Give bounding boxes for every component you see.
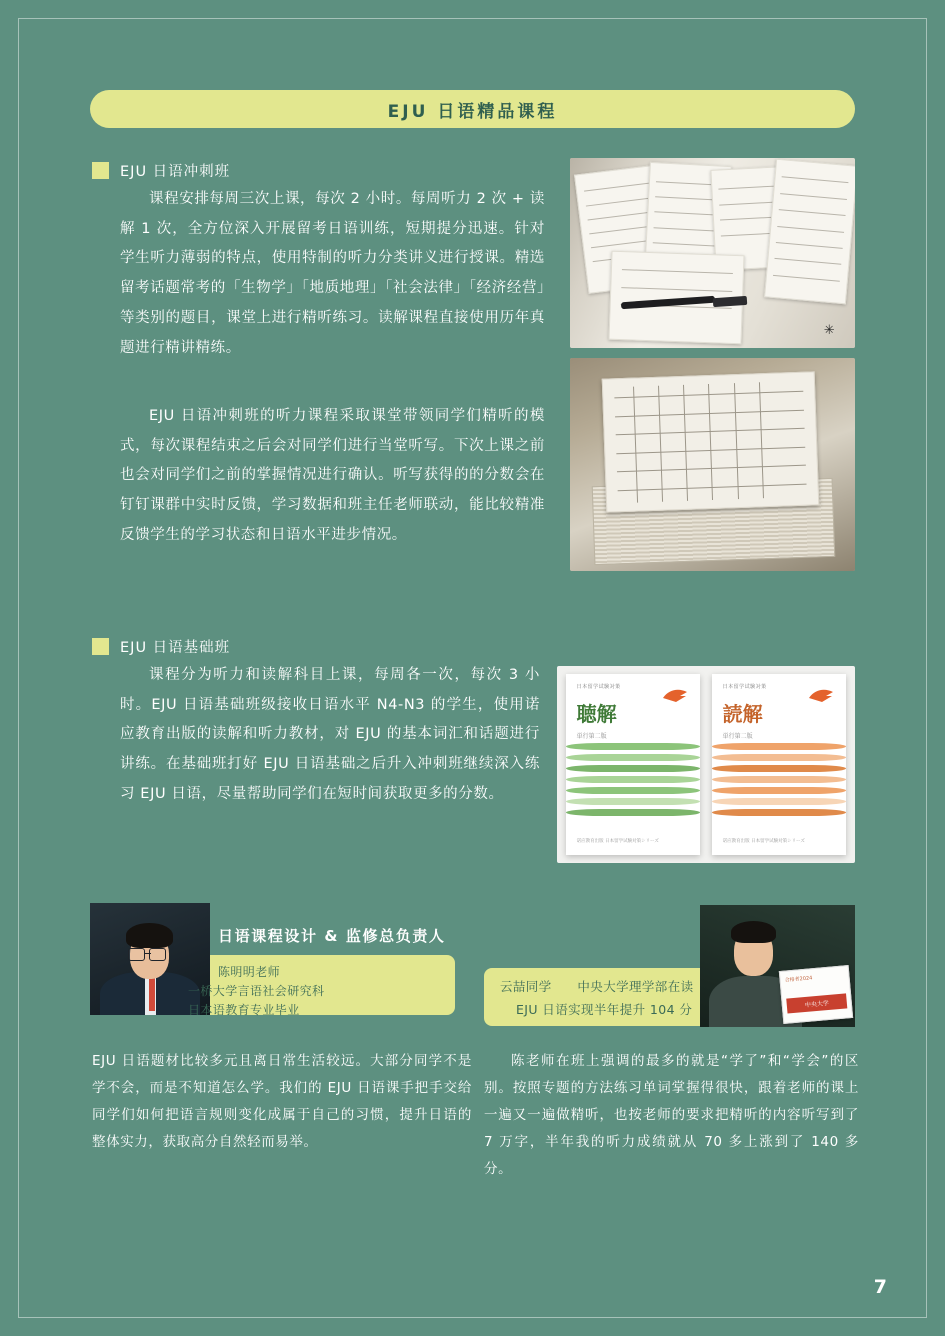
- student-achievement: EJU 日语实现半年提升 104 分: [516, 1002, 693, 1017]
- photo-textbooks: [557, 666, 855, 863]
- book-cover-reading: [712, 674, 846, 855]
- book-minihead: 日本留学试験対策: [576, 683, 621, 690]
- book-footnote: 诺应教育出版 日本留学试験対策シリーズ: [722, 839, 805, 845]
- teacher-school: 一桥大学言语社会研究科: [188, 984, 325, 998]
- asterisk-mark-icon: ✳: [823, 322, 835, 338]
- teacher-role-title: 日语课程设计 & 监修总负责人: [218, 927, 446, 945]
- bird-logo-icon: [662, 687, 688, 703]
- teacher-major: 日本语教育专业毕业: [188, 1003, 300, 1017]
- photo-answer-sheet-stack: [570, 358, 855, 571]
- paragraph-sprint-1: 课程安排每周三次上课，每次 2 小时。每周听力 2 次 + 读解 1 次，全方位深入开展留考日语训练，短期提分迅速。针对学生听力薄弱的特点，使用特制的听力分类讲义进行授课。精选留考话题常考的「生物学」「地质地理」「社会法律」「经济经营」等类别的题目，课堂上进行精听练习。读解课程直接使用历年真题进行精讲精练。: [120, 191, 545, 356]
- section-title-text: EJU 日语基础班: [120, 640, 231, 656]
- section-heading-basic: [92, 636, 230, 657]
- book-wave-pattern: [566, 743, 700, 826]
- bullet-square-icon: [92, 162, 109, 179]
- book-subtitle: 単行第二版: [576, 732, 607, 740]
- book-minihead: 日本留学试験対策: [722, 683, 767, 690]
- section-title-text: EJU 日语冲刺班: [120, 164, 231, 180]
- section-heading-sprint: [92, 160, 230, 181]
- section-banner: [90, 90, 855, 128]
- book-subtitle: 単行第二版: [722, 732, 753, 740]
- book-wave-pattern: [712, 743, 846, 826]
- book-title: 読解: [722, 701, 763, 726]
- paragraph-sprint-2: EJU 日语冲刺班的听力课程采取课堂带领同学们精听的模式，每次课程结束之后会对同学们进行当堂听写。下次上课之前也会对同学们之前的掌握情况进行确认。听写获得的的分数会在钉钉课群中实时反馈，学习数据和班主任老师联动，能比较精准反馈学生的学习状态和日语水平进步情况。: [120, 408, 545, 543]
- student-name-school: 云喆同学 中央大学理学部在读: [500, 979, 694, 994]
- bird-logo-icon: [808, 687, 834, 703]
- photo-exam-sheets: [570, 158, 855, 348]
- paragraph-basic-1: 课程分为听力和读解科目上课，每周各一次，每次 3 小时。EJU 日语基础班级接收日语水平 N4-N3 的学生，使用诺应教育出版的读解和听力教材，对 EJU 的基本词汇和话题进行讲练。在基础班打好 EJU 日语基础之后升入冲刺班继续深入练习 EJU 日语，尽量帮助同学们在短时间获取更多的分数。: [120, 667, 540, 802]
- certificate-line2: 中央大学: [786, 993, 847, 1014]
- book-footnote: 诺应教育出版 日本留学试験対策シリーズ: [576, 839, 659, 845]
- book-title: 聴解: [576, 701, 617, 726]
- teacher-quote: EJU 日语题材比较多元且离日常生活较远。大部分同学不是学不会，而是不知道怎么学。我们的 EJU 日语课手把手交给同学们如何把语言规则变化成属于自己的习惯，提升日语的整体实力，获取高分自然轻而易举。: [92, 1053, 472, 1150]
- book-cover-listening: [566, 674, 700, 855]
- student-quote: 陈老师在班上强调的最多的就是“学了”和“学会”的区别。按照专题的方法练习单词掌握得很快，跟着老师的课上一遍又一遍做精听，也按老师的要求把精听的内容听写到了 7 万字，半年我的听力成绩就从 70 多上涨到了 140 多分。: [484, 1053, 859, 1177]
- glasses-icon: [130, 948, 166, 960]
- banner-title: EJU 日语精品课程: [387, 101, 558, 122]
- bullet-square-icon: [92, 638, 109, 655]
- certificate-line1: 合格者2024: [784, 975, 813, 985]
- page-number: 7: [873, 1276, 887, 1298]
- teacher-name: 陈明明老师: [218, 965, 281, 979]
